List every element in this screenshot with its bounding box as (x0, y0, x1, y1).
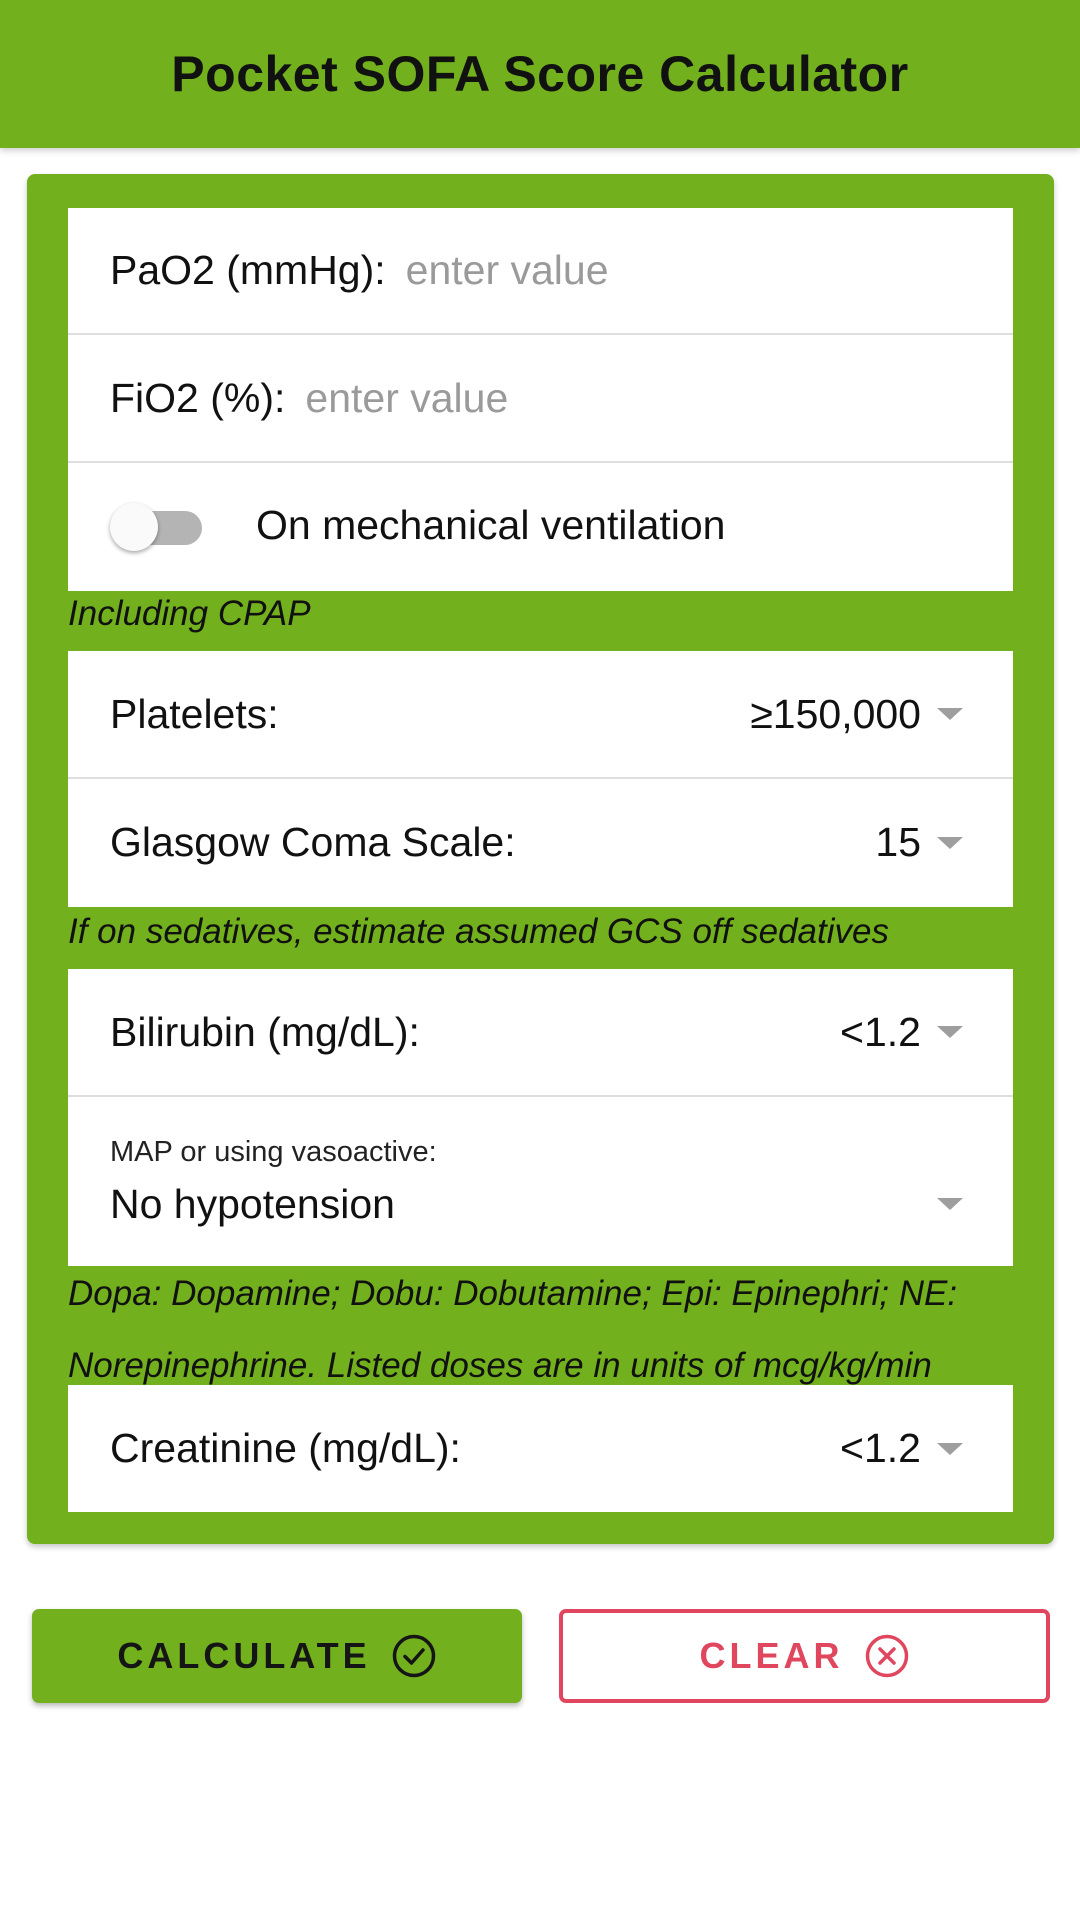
bilirubin-value: <1.2 (840, 1008, 921, 1055)
platelets-gcs-group (68, 651, 1013, 907)
gcs-label: Glasgow Coma Scale: (110, 819, 516, 865)
bilirubin-label: Bilirubin (mg/dL): (110, 1008, 420, 1055)
fio2-label: FiO2 (%): (110, 374, 286, 421)
ventilation-row (68, 463, 1013, 588)
x-circle-icon (864, 1633, 910, 1679)
calculate-button[interactable] (32, 1609, 522, 1703)
respiratory-group (68, 208, 1013, 591)
clear-button[interactable] (559, 1609, 1050, 1703)
map-select[interactable] (68, 1097, 1013, 1266)
gcs-select[interactable] (68, 779, 1013, 906)
clear-label: CLEAR (699, 1635, 844, 1676)
map-value: No hypotension (110, 1180, 395, 1227)
pao2-row (68, 208, 1013, 333)
bilirubin-select[interactable] (68, 969, 1013, 1095)
platelets-value-wrap (750, 691, 963, 738)
caret-down-icon (937, 1443, 963, 1455)
platelets-label: Platelets: (110, 690, 279, 737)
creatinine-value: <1.2 (840, 1425, 921, 1471)
calculate-label: CALCULATE (117, 1635, 371, 1676)
ventilation-toggle[interactable] (110, 501, 204, 551)
check-circle-icon (391, 1633, 437, 1679)
platelets-select[interactable] (68, 651, 1013, 777)
gcs-value: 15 (875, 819, 921, 865)
caret-down-icon (937, 1198, 963, 1210)
fio2-input[interactable] (305, 375, 963, 422)
pao2-input[interactable] (406, 247, 963, 294)
caret-down-icon (937, 708, 963, 720)
bilirubin-value-wrap (840, 1009, 963, 1056)
caret-down-icon (937, 1026, 963, 1038)
bilirubin-map-group (68, 969, 1013, 1266)
vasoactive-hint-line-1: Dopa: Dopamine; Dobu: Dobutamine; Epi: Epinephri; NE: (68, 1274, 958, 1313)
platelets-value: ≥150,000 (750, 690, 921, 737)
creatinine-value-wrap (840, 1425, 963, 1472)
vasoactive-hint (68, 1258, 1028, 1402)
gcs-value-wrap (875, 819, 963, 866)
ventilation-label: On mechanical ventilation (256, 502, 726, 548)
vasoactive-hint-line-2: Norepinephrine. Listed doses are in units of mcg/kg/min (68, 1346, 932, 1385)
app-header (0, 0, 1080, 148)
gcs-hint: If on sedatives, estimate assumed GCS off sedatives (68, 912, 889, 951)
toggle-thumb (110, 503, 158, 551)
pao2-label: PaO2 (mmHg): (110, 247, 386, 293)
creatinine-group (68, 1385, 1013, 1512)
creatinine-label: Creatinine (mg/dL): (110, 1425, 461, 1471)
cpap-hint: Including CPAP (68, 594, 311, 633)
map-value-line (110, 1181, 963, 1228)
app-title: Pocket SOFA Score Calculator (171, 46, 909, 102)
creatinine-select[interactable] (68, 1385, 1013, 1512)
fio2-row (68, 335, 1013, 461)
caret-down-icon (937, 837, 963, 849)
map-label: MAP or using vasoactive: (110, 1135, 437, 1168)
